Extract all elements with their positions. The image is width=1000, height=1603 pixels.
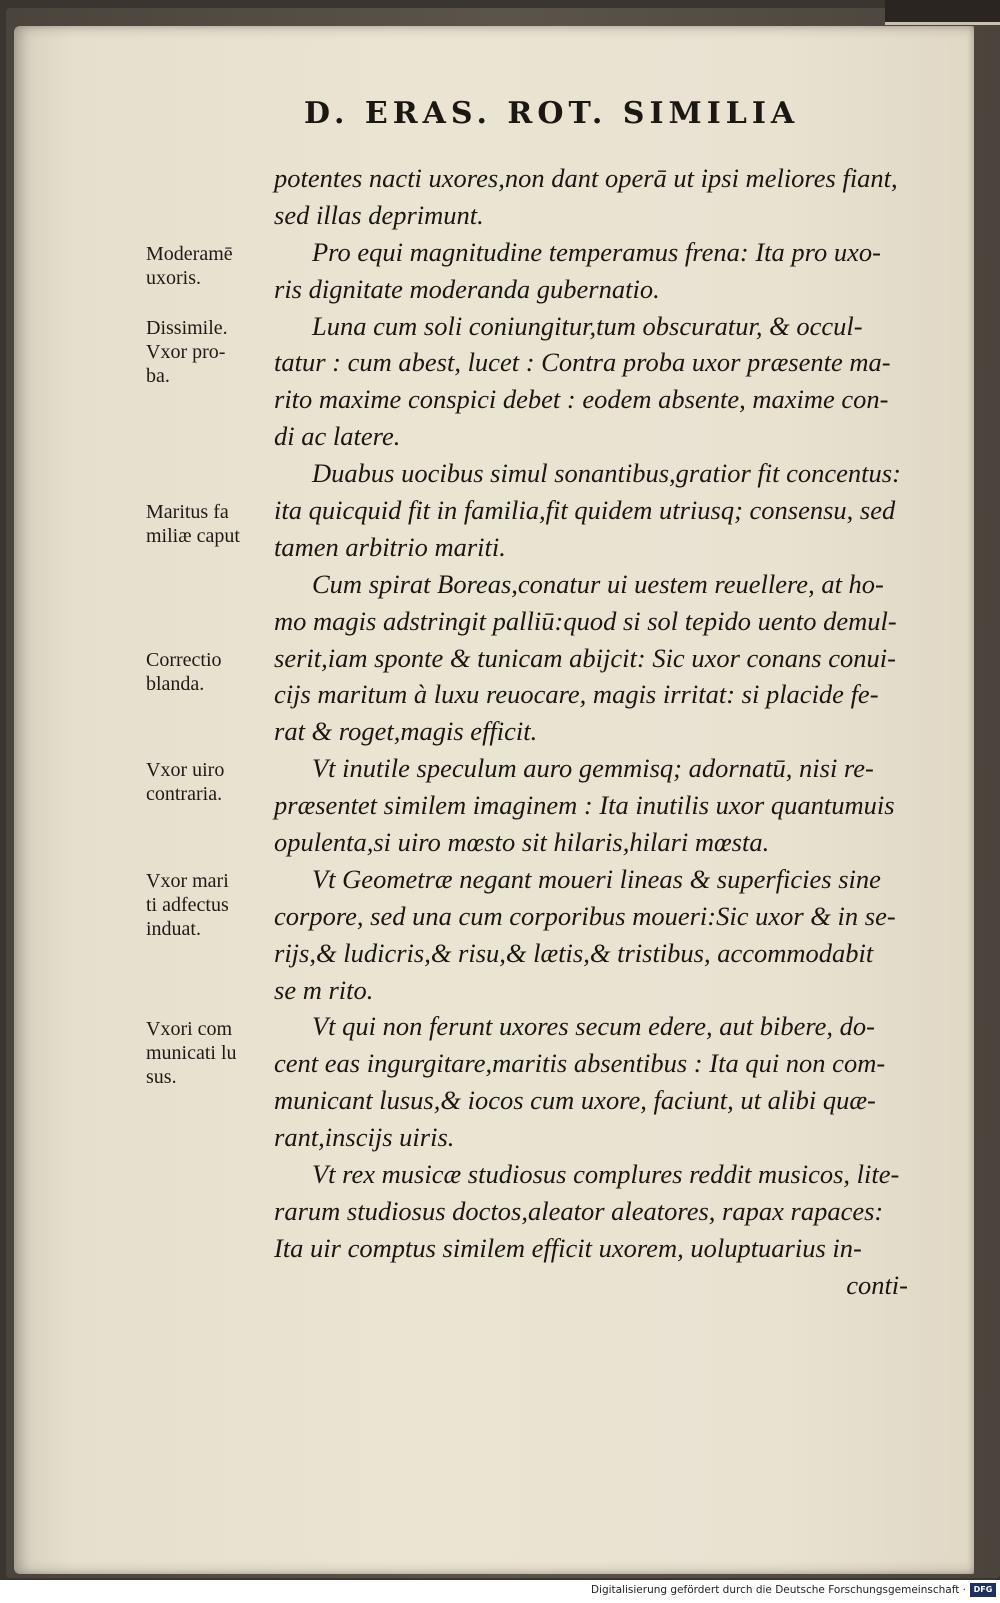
text-line: sed illas deprimunt. <box>274 199 484 230</box>
margin-note-line: Moderamē <box>146 242 233 265</box>
text-line: serit,iam sponte & tunicam abijcit: Sic uxor conans conui- <box>274 642 896 673</box>
margin-note-line: sus. <box>146 1065 177 1088</box>
body-text <box>274 160 914 1304</box>
text-line: opulenta,si uiro mœsto sit hilaris,hilari mœsta. <box>274 827 770 858</box>
text-line: Vt qui non ferunt uxores secum edere, aut bibere, do- <box>312 1011 875 1042</box>
text-line: mo magis adstringit palliū:quod si sol tepido uento demul- <box>274 605 897 636</box>
text-line: tatur : cum abest, lucet : Contra proba uxor præsente ma- <box>274 347 891 378</box>
margin-note-line: Vxor pro- <box>146 340 226 363</box>
margin-note-line: Correctio <box>146 648 222 671</box>
margin-note-line: miliæ caput <box>146 525 240 548</box>
margin-note <box>146 316 270 388</box>
text-line: ris dignitate moderanda gubernatio. <box>274 273 660 304</box>
text-line: cent eas ingurgitare,maritis absentibus : Ita qui non com- <box>274 1048 886 1079</box>
margin-note-line: uxoris. <box>146 266 201 289</box>
text-line: rijs,& ludicris,& risu,& lætis,& tristibus, accommodabit <box>274 937 874 968</box>
margin-note-line: Vxor mari <box>146 870 229 893</box>
text-line: di ac latere. <box>274 421 401 452</box>
text-line: cijs maritum à luxu reuocare, magis irritat: si placide fe- <box>274 679 879 710</box>
margin-note-line: induat. <box>146 918 201 941</box>
text-line: conti- <box>846 1269 908 1300</box>
text-line: præsentet similem imaginem : Ita inutilis uxor quantumuis <box>274 790 895 821</box>
text-line: Cum spirat Boreas,conatur ui uestem reuellere, at ho- <box>312 568 884 599</box>
margin-note-line: ba. <box>146 364 170 387</box>
text-line: Ita uir comptus similem efficit uxorem, uoluptuarius in- <box>274 1232 862 1263</box>
running-title: D. ERAS. ROT. SIMILIA <box>304 96 800 131</box>
binding-tab <box>885 0 1000 25</box>
text-line: tamen arbitrio mariti. <box>274 531 506 562</box>
text-line: Vt rex musicæ studiosus complures reddit musicos, lite- <box>312 1159 900 1190</box>
text-line: ita quicquid fit in familia,fit quidem utriusq; consensu, sed <box>274 495 896 526</box>
margin-note-line: contraria. <box>146 783 223 806</box>
margin-note-line: Vxor uiro <box>146 759 225 782</box>
text-line: Vt Geometræ negant moueri lineas & superficies sine <box>312 863 881 894</box>
text-line: rant,inscijs uiris. <box>274 1122 455 1153</box>
margin-note-line: blanda. <box>146 672 205 695</box>
text-line: Pro equi magnitudine temperamus frena: Ita pro uxo- <box>312 236 881 267</box>
text-line: rat & roget,magis efficit. <box>274 716 538 747</box>
margin-note-line: Maritus fa <box>146 501 229 524</box>
text-line: corpore, sed una cum corporibus moueri:Sic uxor & in se- <box>274 900 896 931</box>
text-line: Luna cum soli coniungitur,tum obscuratur, & occul- <box>312 310 863 341</box>
margin-note <box>146 242 270 290</box>
margin-note <box>146 869 270 941</box>
text-line: potentes nacti uxores,non dant operā ut ipsi meliores fiant, <box>274 163 898 193</box>
footer-credit: Digitalisierung gefördert durch die Deutsche Forschungsgemeinschaft · <box>590 1584 966 1596</box>
margin-note <box>146 500 270 548</box>
margin-note-line: Vxori com <box>146 1017 233 1040</box>
margin-note-line: municati lu <box>146 1041 237 1064</box>
text-line: rito maxime conspici debet : eodem absente, maxime con- <box>274 384 889 415</box>
text-line: rarum studiosus doctos,aleator aleatores, rapax rapaces: <box>274 1195 884 1226</box>
margin-note <box>146 758 270 806</box>
dfg-logo: DFG <box>970 1583 996 1597</box>
text-line: Vt inutile speculum auro gemmisq; adornatū, nisi re- <box>312 753 874 784</box>
margin-note <box>146 648 270 696</box>
text-line: municant lusus,& iocos cum uxore, faciunt, ut alibi quæ- <box>274 1085 876 1116</box>
margin-note-line: Dissimile. <box>146 316 228 339</box>
text-line: Duabus uocibus simul sonantibus,gratior fit concentus: <box>312 458 901 489</box>
margin-note <box>146 1017 270 1089</box>
margin-note-line: ti adfectus <box>146 894 229 917</box>
text-line: se m rito. <box>274 974 374 1005</box>
